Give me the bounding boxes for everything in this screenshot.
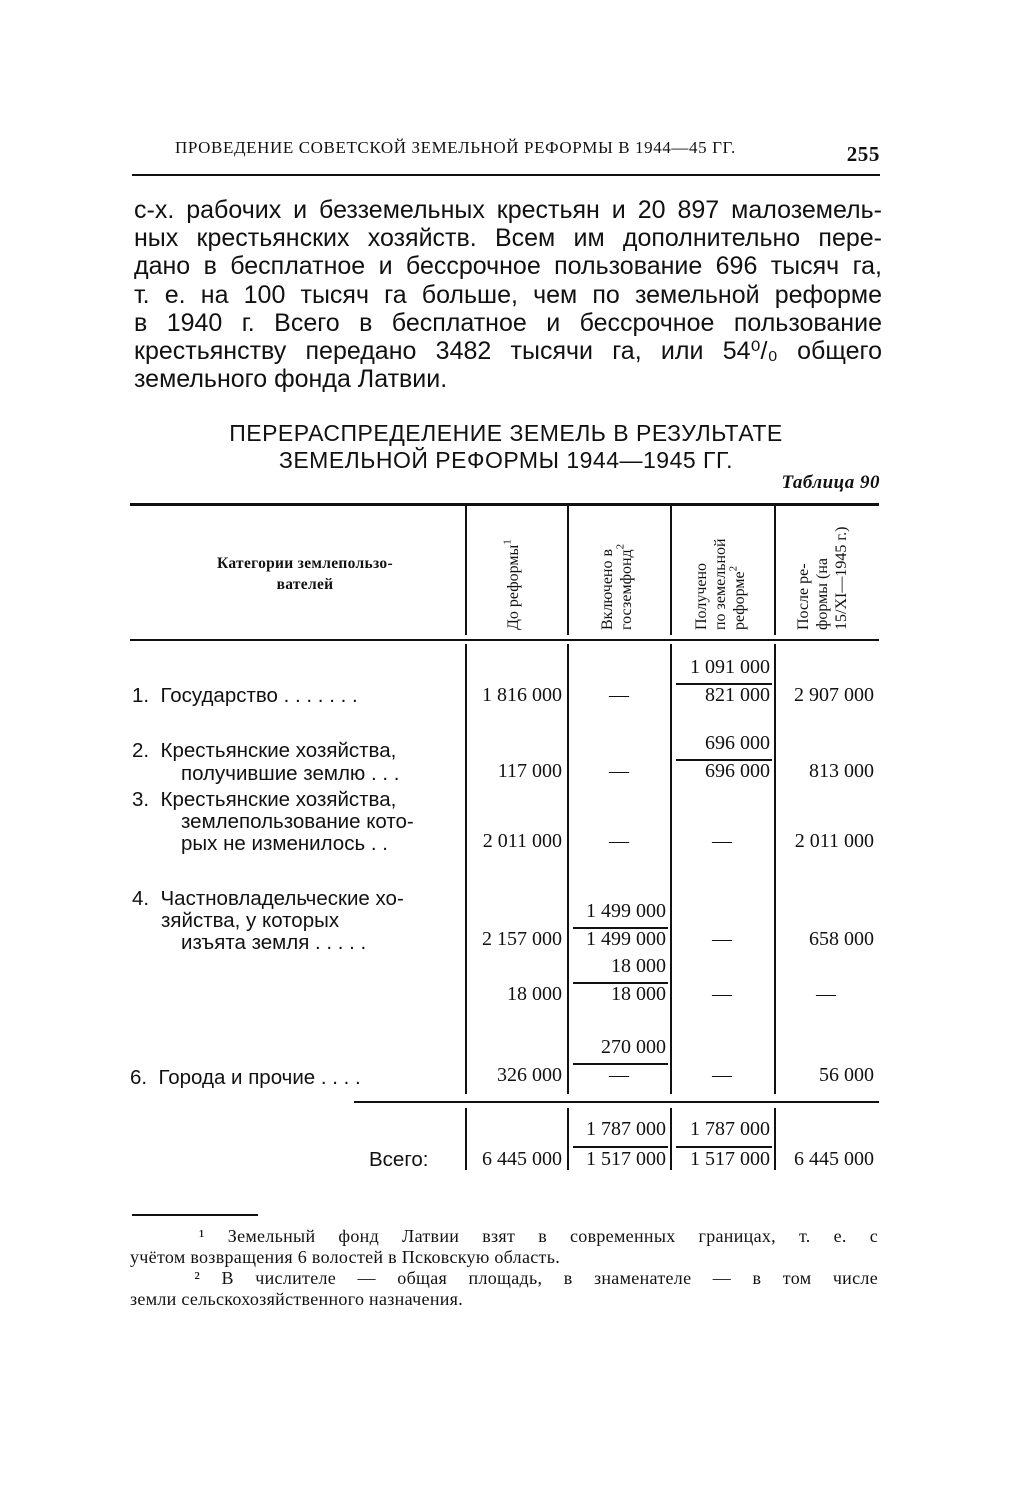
footnote-1 [130,1226,878,1268]
footnote-rule [132,1214,258,1216]
cell-received-agri: 1 517 000 [690,1148,770,1170]
column-divider [670,644,672,1094]
column-divider [774,644,776,1094]
page-number: 255 [846,142,880,166]
cell-after: 658 000 [809,928,874,950]
table-title-line: ЗЕМЕЛЬНОЙ РЕФОРМЫ 1944—1945 ГГ. [278,447,734,473]
table-row-label [132,788,396,811]
cell-included-total: 270 000 [601,1036,666,1058]
row-number: 6. [130,1066,148,1089]
cell-after: 2 907 000 [794,684,874,706]
body-line: т. е. на 100 тысяч га больше, чем по земельной реформе [134,280,882,309]
table-row-label [130,1066,361,1089]
header-text: по земельной [712,538,729,630]
cell-before: 117 000 [497,760,562,782]
cell-included-total: 1 499 000 [586,900,666,922]
table-top-rule [130,503,879,506]
cell-received-total: 1 091 000 [690,656,770,678]
header-text: До реформы [505,544,522,630]
cell-included: — [609,760,629,782]
cell-received-agri: 821 000 [705,684,770,706]
footnote-mark: ¹ [199,1226,205,1246]
body-line: крестьянству передано 3482 тысячи га, или 54⁰/₀ общего [134,336,882,365]
table-number-label: Таблица 90 [781,472,880,493]
row-text: Города и прочие . . . . [158,1066,361,1089]
header-text: После ре- [795,563,812,630]
cell-before: 2 011 000 [482,830,562,852]
column-divider [774,505,776,635]
cell-received: — [712,983,732,1005]
cell-after: — [816,983,836,1005]
row-text: изъята земля . . . . . [181,931,367,954]
table-row-label [132,684,358,707]
body-line: с-х. рабочих и безземельных крестьян и 20 897 малоземель- [134,196,882,224]
cell-after: 2 011 000 [794,830,874,852]
header-text: формы (на [814,558,831,630]
cell-before: 18 000 [507,983,562,1005]
row-number: 3. [132,788,150,811]
header-text: Категории землепользо- [217,555,393,572]
cell-received-total: 696 000 [705,732,770,754]
header-text: Включено в [599,548,616,630]
column-divider [670,505,672,635]
cell-before: 6 445 000 [482,1148,562,1170]
row-text: рых не изменилось . . [181,832,388,855]
footnote-mark: ² [194,1268,201,1288]
row-text: Крестьянские хозяйства, [160,739,397,762]
row-text: Государство . . . . . . . [160,684,358,707]
running-title: ПРОВЕДЕНИЕ СОВЕТСКОЙ ЗЕМЕЛЬНОЙ РЕФОРМЫ В 1944—45 ГГ. [175,138,736,157]
footnote-text: В числителе — общая площадь, в знаменателе — в том числе [221,1268,878,1288]
row-text: получившие землю . . . [181,762,400,785]
footnote-text: Земельный фонд Латвии взят в современных границах, т. е. с [227,1226,878,1246]
row-text: зяйства, у которых [161,909,340,932]
header-text: вателей [276,576,334,593]
footnote-line [130,1226,878,1247]
cell-received-agri: 696 000 [705,760,770,782]
cell-included-agri: 1 499 000 [586,928,666,950]
total-label: Всего: [369,1148,429,1171]
body-line: дано в бесплатное и бессрочное пользование 696 тысяч га, [134,252,882,281]
cell-included-agri: 18 000 [611,983,666,1005]
cell-received: — [712,830,732,852]
header-text: госземфонд [618,549,635,630]
row-text: Частновладельческие хо- [160,887,404,910]
footnote-line: земли сельскохозяйственного назначения. [130,1289,464,1309]
header-text: реформе [731,571,748,630]
row-number: 4. [132,887,150,910]
footnote-2 [130,1268,878,1310]
header-text: 15/XI—1945 г.) [833,526,850,630]
row-number: 1. [132,684,150,707]
included-header [598,512,636,630]
row-text: землепользование кото- [181,810,414,833]
footnote-ref: 1 [501,539,514,545]
cell-included: — [609,830,629,852]
cell-before: 2 157 000 [482,928,562,950]
cell-included-agri: 1 517 000 [586,1148,666,1170]
total-rule [354,1101,879,1103]
body-line: в 1940 г. Всего в бесплатное и бессрочное пользование [134,308,882,337]
cell-received-total: 1 787 000 [690,1118,770,1140]
body-line: земельного фонда Латвии. [134,365,448,394]
before-reform-header [501,512,523,630]
row-text: Крестьянские хозяйства, [160,788,397,811]
cell-after: 6 445 000 [794,1148,874,1170]
column-divider [465,644,467,1094]
column-divider [567,644,569,1094]
cell-before: 1 816 000 [482,684,562,706]
after-reform-header [794,512,851,630]
cell-received: — [712,1064,732,1086]
header-bottom-rule [130,639,879,641]
table-row-label [132,887,404,910]
column-divider [567,1108,569,1170]
cell-after: 56 000 [819,1064,874,1086]
cell-after: 813 000 [809,760,874,782]
footnote-line [130,1268,878,1289]
cell-before: 326 000 [497,1064,562,1086]
cell-received: — [712,928,732,950]
category-column-header [160,553,450,595]
header-text: Получено [693,562,710,630]
column-divider [465,1108,467,1170]
table-title-line: ПЕРЕРАСПРЕДЕЛЕНИЕ ЗЕМЕЛЬ В РЕЗУЛЬТАТЕ [229,420,783,446]
cell-included-total: 1 787 000 [586,1118,666,1140]
received-header [692,512,749,630]
footnote-ref: 2 [727,565,740,572]
column-divider [567,505,569,635]
table-row-label [132,739,396,762]
footnote-ref: 2 [614,543,627,550]
cell-included-agri: — [609,1064,629,1086]
row-number: 2. [132,739,150,762]
footnote-line: учётом возвращения 6 волостей в Псковскую область. [130,1247,561,1267]
body-line: ных крестьянских хозяйств. Всем им дополнительно пере- [134,224,882,253]
cell-included-total: 18 000 [611,955,666,977]
column-divider [465,505,467,635]
cell-included: — [609,684,629,706]
